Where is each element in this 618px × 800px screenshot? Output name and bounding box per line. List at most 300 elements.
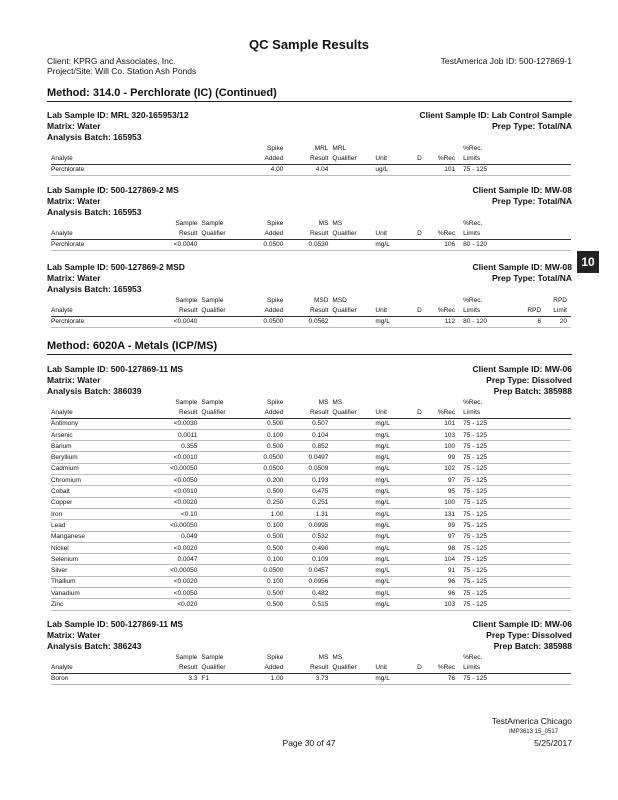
client-sample-id: Client Sample ID: MW-06 — [472, 364, 572, 374]
table-cell: 103 — [427, 429, 459, 440]
header-cell: Unit — [375, 153, 412, 164]
table-cell: 75 - 125 — [459, 599, 515, 610]
table-cell: 75 - 125 — [459, 673, 515, 684]
header-cell: Sample — [175, 398, 198, 406]
table-cell: Lead — [51, 520, 154, 531]
header-cell: Sample — [175, 219, 198, 227]
prep-type: Prep Type: Total/NA — [492, 121, 572, 131]
table-cell — [332, 673, 375, 684]
matrix: Matrix: Water — [47, 630, 101, 640]
table-cell: 0.100 — [242, 520, 287, 531]
table-cell — [545, 542, 571, 553]
table-cell: 0.0457 — [287, 565, 332, 576]
job-id: TestAmerica Job ID: 500-127869-1 — [440, 56, 572, 66]
table-cell — [332, 486, 375, 497]
header-cell: Result — [287, 407, 332, 418]
table-cell — [201, 475, 242, 486]
table-cell: 0.100 — [242, 554, 287, 565]
table-cell: 80 - 120 — [459, 316, 515, 327]
prep-batch: Prep Batch: 385988 — [493, 641, 572, 651]
table-cell: 75 - 125 — [459, 497, 515, 508]
table-cell — [332, 576, 375, 587]
header-cell — [427, 397, 459, 407]
header-cell: Sample — [201, 398, 224, 406]
table-cell: 0.515 — [287, 599, 332, 610]
table-cell: 75 - 125 — [459, 418, 515, 429]
header-cell: Added — [242, 407, 287, 418]
table-cell: 0.0500 — [242, 565, 287, 576]
footer-doc-id: IMP3613 15_0517 — [508, 729, 558, 735]
table-cell — [515, 554, 545, 565]
table-cell: mg/L — [375, 565, 412, 576]
prep-type: Prep Type: Dissolved — [486, 375, 572, 385]
table-cell — [201, 486, 242, 497]
table-cell: <0.0020 — [154, 542, 201, 553]
table-cell: 0.100 — [242, 576, 287, 587]
table-cell — [201, 576, 242, 587]
table-cell: 102 — [427, 463, 459, 474]
header-cell: Qualifier — [332, 305, 375, 316]
header-cell — [51, 143, 154, 153]
table-cell — [412, 463, 427, 474]
qc-section-ms — [47, 185, 572, 251]
table-cell: 0.500 — [242, 599, 287, 610]
header-cell: MS — [332, 219, 343, 227]
table-cell: 112 — [427, 316, 459, 327]
table-cell: 75 - 125 — [459, 508, 515, 519]
table-row — [51, 531, 571, 542]
table-cell — [412, 565, 427, 576]
table-cell — [201, 164, 242, 175]
table-cell: mg/L — [375, 673, 412, 684]
table-cell — [201, 463, 242, 474]
table-cell: 1.00 — [242, 673, 287, 684]
analysis-batch: Analysis Batch: 386243 — [47, 641, 142, 651]
table-cell: Silver — [51, 565, 154, 576]
table-cell: 0.0047 — [154, 554, 201, 565]
header-cell — [154, 143, 201, 153]
header-cell: Added — [242, 662, 287, 673]
table-cell — [201, 508, 242, 519]
table-cell — [201, 554, 242, 565]
header-cell — [427, 652, 459, 662]
table-cell: 75 - 125 — [459, 531, 515, 542]
table-cell: mg/L — [375, 316, 412, 327]
table-cell: 75 - 125 — [459, 554, 515, 565]
header-cell: Spike — [267, 219, 284, 227]
header-cell: Sample — [175, 653, 198, 661]
header-cell — [412, 295, 427, 305]
header-cell: %Rec. — [463, 653, 483, 661]
table-cell — [515, 531, 545, 542]
table-cell: 75 - 125 — [459, 452, 515, 463]
table-cell — [412, 164, 427, 175]
header-cell: %Rec. — [463, 296, 483, 304]
table-cell: 0.0500 — [242, 316, 287, 327]
table-cell: 0.0956 — [287, 576, 332, 587]
table-cell — [412, 673, 427, 684]
analysis-batch: Analysis Batch: 165953 — [47, 284, 142, 294]
table-cell — [412, 497, 427, 508]
table-cell: <0.00050 — [154, 565, 201, 576]
table-cell — [332, 554, 375, 565]
table-cell: mg/L — [375, 239, 412, 250]
table-cell: Beryllium — [51, 452, 154, 463]
header-cell: Qualifier — [332, 153, 375, 164]
header-cell — [51, 652, 154, 662]
header-cell — [375, 652, 412, 662]
analysis-batch: Analysis Batch: 165953 — [47, 132, 142, 142]
header-cell: D — [412, 153, 427, 164]
table-cell — [515, 463, 545, 474]
table-cell: mg/L — [375, 520, 412, 531]
header-cell: Spike — [267, 296, 284, 304]
header-cell: Result — [287, 153, 332, 164]
table-cell: Copper — [51, 497, 154, 508]
header-cell — [412, 652, 427, 662]
table-row — [51, 673, 571, 684]
table-cell: Antimony — [51, 418, 154, 429]
table-cell — [332, 599, 375, 610]
table-cell: 0.193 — [287, 475, 332, 486]
table-cell: 4.04 — [287, 164, 332, 175]
header-cell: Analyte — [51, 153, 154, 164]
header-cell — [51, 397, 154, 407]
table-cell: 75 - 125 — [459, 576, 515, 587]
table-cell — [545, 673, 571, 684]
table-header-row — [51, 143, 571, 153]
header-cell — [545, 652, 571, 662]
table-cell: 75 - 125 — [459, 542, 515, 553]
header-cell: %Rec — [427, 305, 459, 316]
header-cell — [375, 397, 412, 407]
table-cell: mg/L — [375, 531, 412, 542]
table-cell — [545, 520, 571, 531]
table-cell: 20 — [545, 316, 571, 327]
analysis-batch: Analysis Batch: 165953 — [47, 207, 142, 217]
table-cell: 4.00 — [242, 164, 287, 175]
method-heading-metals: Method: 6020A - Metals (ICP/MS) — [47, 340, 218, 352]
lab-sample-id: Lab Sample ID: 500-127869-11 MS — [47, 619, 184, 629]
table-cell — [332, 418, 375, 429]
table-row — [51, 463, 571, 474]
table-row — [51, 452, 571, 463]
header-cell: Added — [242, 228, 287, 239]
table-cell — [545, 463, 571, 474]
table-cell: 100 — [427, 497, 459, 508]
header-cell: Analyte — [51, 228, 154, 239]
client-sample-id: Client Sample ID: MW-08 — [472, 185, 572, 195]
table-cell: 101 — [427, 418, 459, 429]
table-cell — [515, 520, 545, 531]
header-cell: D — [412, 407, 427, 418]
table-cell: <0.0040 — [154, 316, 201, 327]
table-cell — [201, 429, 242, 440]
table-cell: 97 — [427, 475, 459, 486]
header-cell: Added — [242, 153, 287, 164]
header-cell: Result — [154, 407, 201, 418]
table-cell — [332, 542, 375, 553]
table-cell — [515, 576, 545, 587]
table-cell: 0.100 — [242, 429, 287, 440]
table-cell: 75 - 125 — [459, 475, 515, 486]
table-cell: <0.00050 — [154, 463, 201, 474]
header-cell: MS — [332, 398, 343, 406]
table-row — [51, 239, 571, 250]
table-cell: 0.532 — [287, 531, 332, 542]
header-cell: Analyte — [51, 662, 154, 673]
header-cell — [515, 153, 545, 164]
table-cell: 75 - 125 — [459, 164, 515, 175]
table-cell: 0.104 — [287, 429, 332, 440]
prep-type: Prep Type: Total/NA — [492, 273, 572, 283]
header-cell: Qualifier — [201, 228, 242, 239]
table-cell: 0.0995 — [287, 520, 332, 531]
table-cell — [201, 239, 242, 250]
table-cell — [201, 497, 242, 508]
table-cell: <0.0030 — [154, 418, 201, 429]
table-cell — [201, 531, 242, 542]
table-cell — [515, 164, 545, 175]
table-cell: Cadmium — [51, 463, 154, 474]
table-cell: Iron — [51, 508, 154, 519]
header-cell: D — [412, 228, 427, 239]
client-sample-id: Client Sample ID: MW-08 — [472, 262, 572, 272]
table-cell: 0.0497 — [287, 452, 332, 463]
header-cell: %Rec — [427, 407, 459, 418]
table-cell — [201, 418, 242, 429]
table-cell: 75 - 125 — [459, 520, 515, 531]
results-table — [51, 218, 571, 251]
header-cell: %Rec. — [463, 219, 483, 227]
header-cell — [545, 153, 571, 164]
table-cell: Perchlorate — [51, 164, 154, 175]
header-cell — [515, 407, 545, 418]
footer-date: 5/25/2017 — [534, 738, 572, 748]
table-cell: 103 — [427, 599, 459, 610]
prep-type: Prep Type: Dissolved — [486, 630, 572, 640]
table-cell: Arsenic — [51, 429, 154, 440]
matrix: Matrix: Water — [47, 273, 101, 283]
header-cell — [427, 295, 459, 305]
header-cell: Limit — [545, 305, 571, 316]
header-cell: Spike — [267, 653, 284, 661]
table-cell: mg/L — [375, 508, 412, 519]
table-cell — [412, 520, 427, 531]
table-cell — [515, 475, 545, 486]
table-cell — [412, 542, 427, 553]
header-cell — [51, 295, 154, 305]
client-line: Client: KPRG and Associates, Inc. — [47, 56, 176, 66]
table-cell — [412, 441, 427, 452]
table-cell: 91 — [427, 565, 459, 576]
table-cell: 1.00 — [242, 508, 287, 519]
table-cell — [412, 452, 427, 463]
header-cell: D — [412, 662, 427, 673]
table-cell: <0.0020 — [154, 497, 201, 508]
header-cell — [515, 143, 545, 153]
section-tab-marker: 10 — [577, 251, 599, 273]
table-cell: 99 — [427, 452, 459, 463]
project-line: Project/Site: Will Co. Station Ash Ponds — [47, 66, 197, 76]
table-row — [51, 316, 571, 327]
table-cell: 75 - 125 — [459, 429, 515, 440]
table-cell: 0.500 — [242, 441, 287, 452]
table-header-row — [51, 295, 571, 305]
header-cell: Limits — [459, 153, 515, 164]
header-cell: RPD — [553, 296, 567, 304]
header-cell — [427, 218, 459, 228]
results-table — [51, 652, 571, 685]
method-underline — [47, 101, 572, 102]
table-cell: Thallium — [51, 576, 154, 587]
table-cell: 0.355 — [154, 441, 201, 452]
header-cell: Added — [242, 305, 287, 316]
table-cell: mg/L — [375, 463, 412, 474]
table-cell: 3.3 — [154, 673, 201, 684]
header-cell: Unit — [375, 228, 412, 239]
table-cell — [545, 576, 571, 587]
header-cell: Limits — [459, 228, 515, 239]
header-cell: MS — [332, 653, 343, 661]
table-cell — [545, 554, 571, 565]
header-cell: %Rec. — [463, 398, 483, 406]
table-cell: mg/L — [375, 429, 412, 440]
table-cell: 0.0011 — [154, 429, 201, 440]
table-cell: 0.490 — [287, 542, 332, 553]
table-cell: <0.0010 — [154, 486, 201, 497]
table-row — [51, 508, 571, 519]
table-row — [51, 486, 571, 497]
table-cell: mg/L — [375, 554, 412, 565]
table-cell: 80 - 120 — [459, 239, 515, 250]
header-cell: Unit — [375, 407, 412, 418]
table-cell: <0.0020 — [154, 576, 201, 587]
table-cell: 96 — [427, 576, 459, 587]
header-cell: MRL — [332, 144, 347, 152]
header-cell: %Rec — [427, 228, 459, 239]
table-header-row — [51, 662, 571, 673]
table-cell: 131 — [427, 508, 459, 519]
table-cell: ug/L — [375, 164, 412, 175]
table-cell: <0.020 — [154, 599, 201, 610]
table-cell: 0.0500 — [242, 463, 287, 474]
table-cell: Vanadium — [51, 588, 154, 599]
header-cell: Result — [287, 662, 332, 673]
header-cell: Analyte — [51, 407, 154, 418]
table-row — [51, 565, 571, 576]
header-cell: %Rec — [427, 662, 459, 673]
table-cell: 98 — [427, 542, 459, 553]
header-cell — [545, 143, 571, 153]
qc-section-metals-ms — [47, 364, 572, 611]
table-cell: 76 — [427, 673, 459, 684]
table-cell — [515, 542, 545, 553]
table-cell — [201, 316, 242, 327]
table-row — [51, 418, 571, 429]
table-cell: 99 — [427, 520, 459, 531]
table-cell: 0.0500 — [242, 239, 287, 250]
table-cell — [545, 508, 571, 519]
header-cell: MS — [318, 219, 329, 227]
table-cell — [332, 508, 375, 519]
table-cell: 0.507 — [287, 418, 332, 429]
table-cell: 75 - 125 — [459, 463, 515, 474]
table-cell — [201, 441, 242, 452]
table-cell — [412, 486, 427, 497]
table-cell: mg/L — [375, 576, 412, 587]
matrix: Matrix: Water — [47, 121, 101, 131]
table-cell: Boron — [51, 673, 154, 684]
table-cell: 0.500 — [242, 542, 287, 553]
header-cell: Limits — [459, 662, 515, 673]
table-cell — [412, 429, 427, 440]
header-cell: Unit — [375, 662, 412, 673]
table-cell: <0.0010 — [154, 452, 201, 463]
results-table — [51, 143, 571, 176]
matrix: Matrix: Water — [47, 196, 101, 206]
header-cell — [51, 218, 154, 228]
table-cell: 0.500 — [242, 418, 287, 429]
footer-company: TestAmerica Chicago — [491, 716, 572, 726]
table-cell — [545, 475, 571, 486]
table-cell — [332, 565, 375, 576]
table-cell — [412, 418, 427, 429]
table-row — [51, 497, 571, 508]
table-cell — [515, 452, 545, 463]
table-cell — [412, 475, 427, 486]
table-cell — [201, 520, 242, 531]
table-cell — [515, 588, 545, 599]
table-cell — [412, 554, 427, 565]
table-cell: Perchlorate — [51, 316, 154, 327]
lab-sample-id: Lab Sample ID: 500-127869-2 MSD — [47, 262, 185, 272]
header-cell — [375, 218, 412, 228]
table-cell — [412, 316, 427, 327]
table-cell — [515, 441, 545, 452]
table-cell — [332, 441, 375, 452]
header-cell — [515, 218, 545, 228]
lab-sample-id: Lab Sample ID: MRL 320-165953/12 — [47, 110, 189, 120]
table-cell: 97 — [427, 531, 459, 542]
results-table — [51, 397, 571, 611]
table-header-row — [51, 228, 571, 239]
table-cell: 100 — [427, 441, 459, 452]
table-cell: 0.852 — [287, 441, 332, 452]
table-cell — [545, 531, 571, 542]
header-cell: Result — [154, 662, 201, 673]
table-cell: 75 - 125 — [459, 565, 515, 576]
header-cell — [515, 295, 545, 305]
table-cell: mg/L — [375, 418, 412, 429]
table-cell — [201, 542, 242, 553]
header-cell: MS — [318, 653, 329, 661]
table-cell: mg/L — [375, 475, 412, 486]
table-cell: 0.109 — [287, 554, 332, 565]
table-header-row — [51, 218, 571, 228]
table-row — [51, 542, 571, 553]
table-cell — [412, 576, 427, 587]
header-cell: Result — [154, 228, 201, 239]
table-cell — [332, 316, 375, 327]
table-cell: 0.0562 — [287, 316, 332, 327]
table-cell — [515, 486, 545, 497]
header-cell: Unit — [375, 305, 412, 316]
table-cell: 95 — [427, 486, 459, 497]
table-cell: 0.250 — [242, 497, 287, 508]
header-cell — [375, 143, 412, 153]
header-cell: Qualifier — [201, 662, 242, 673]
